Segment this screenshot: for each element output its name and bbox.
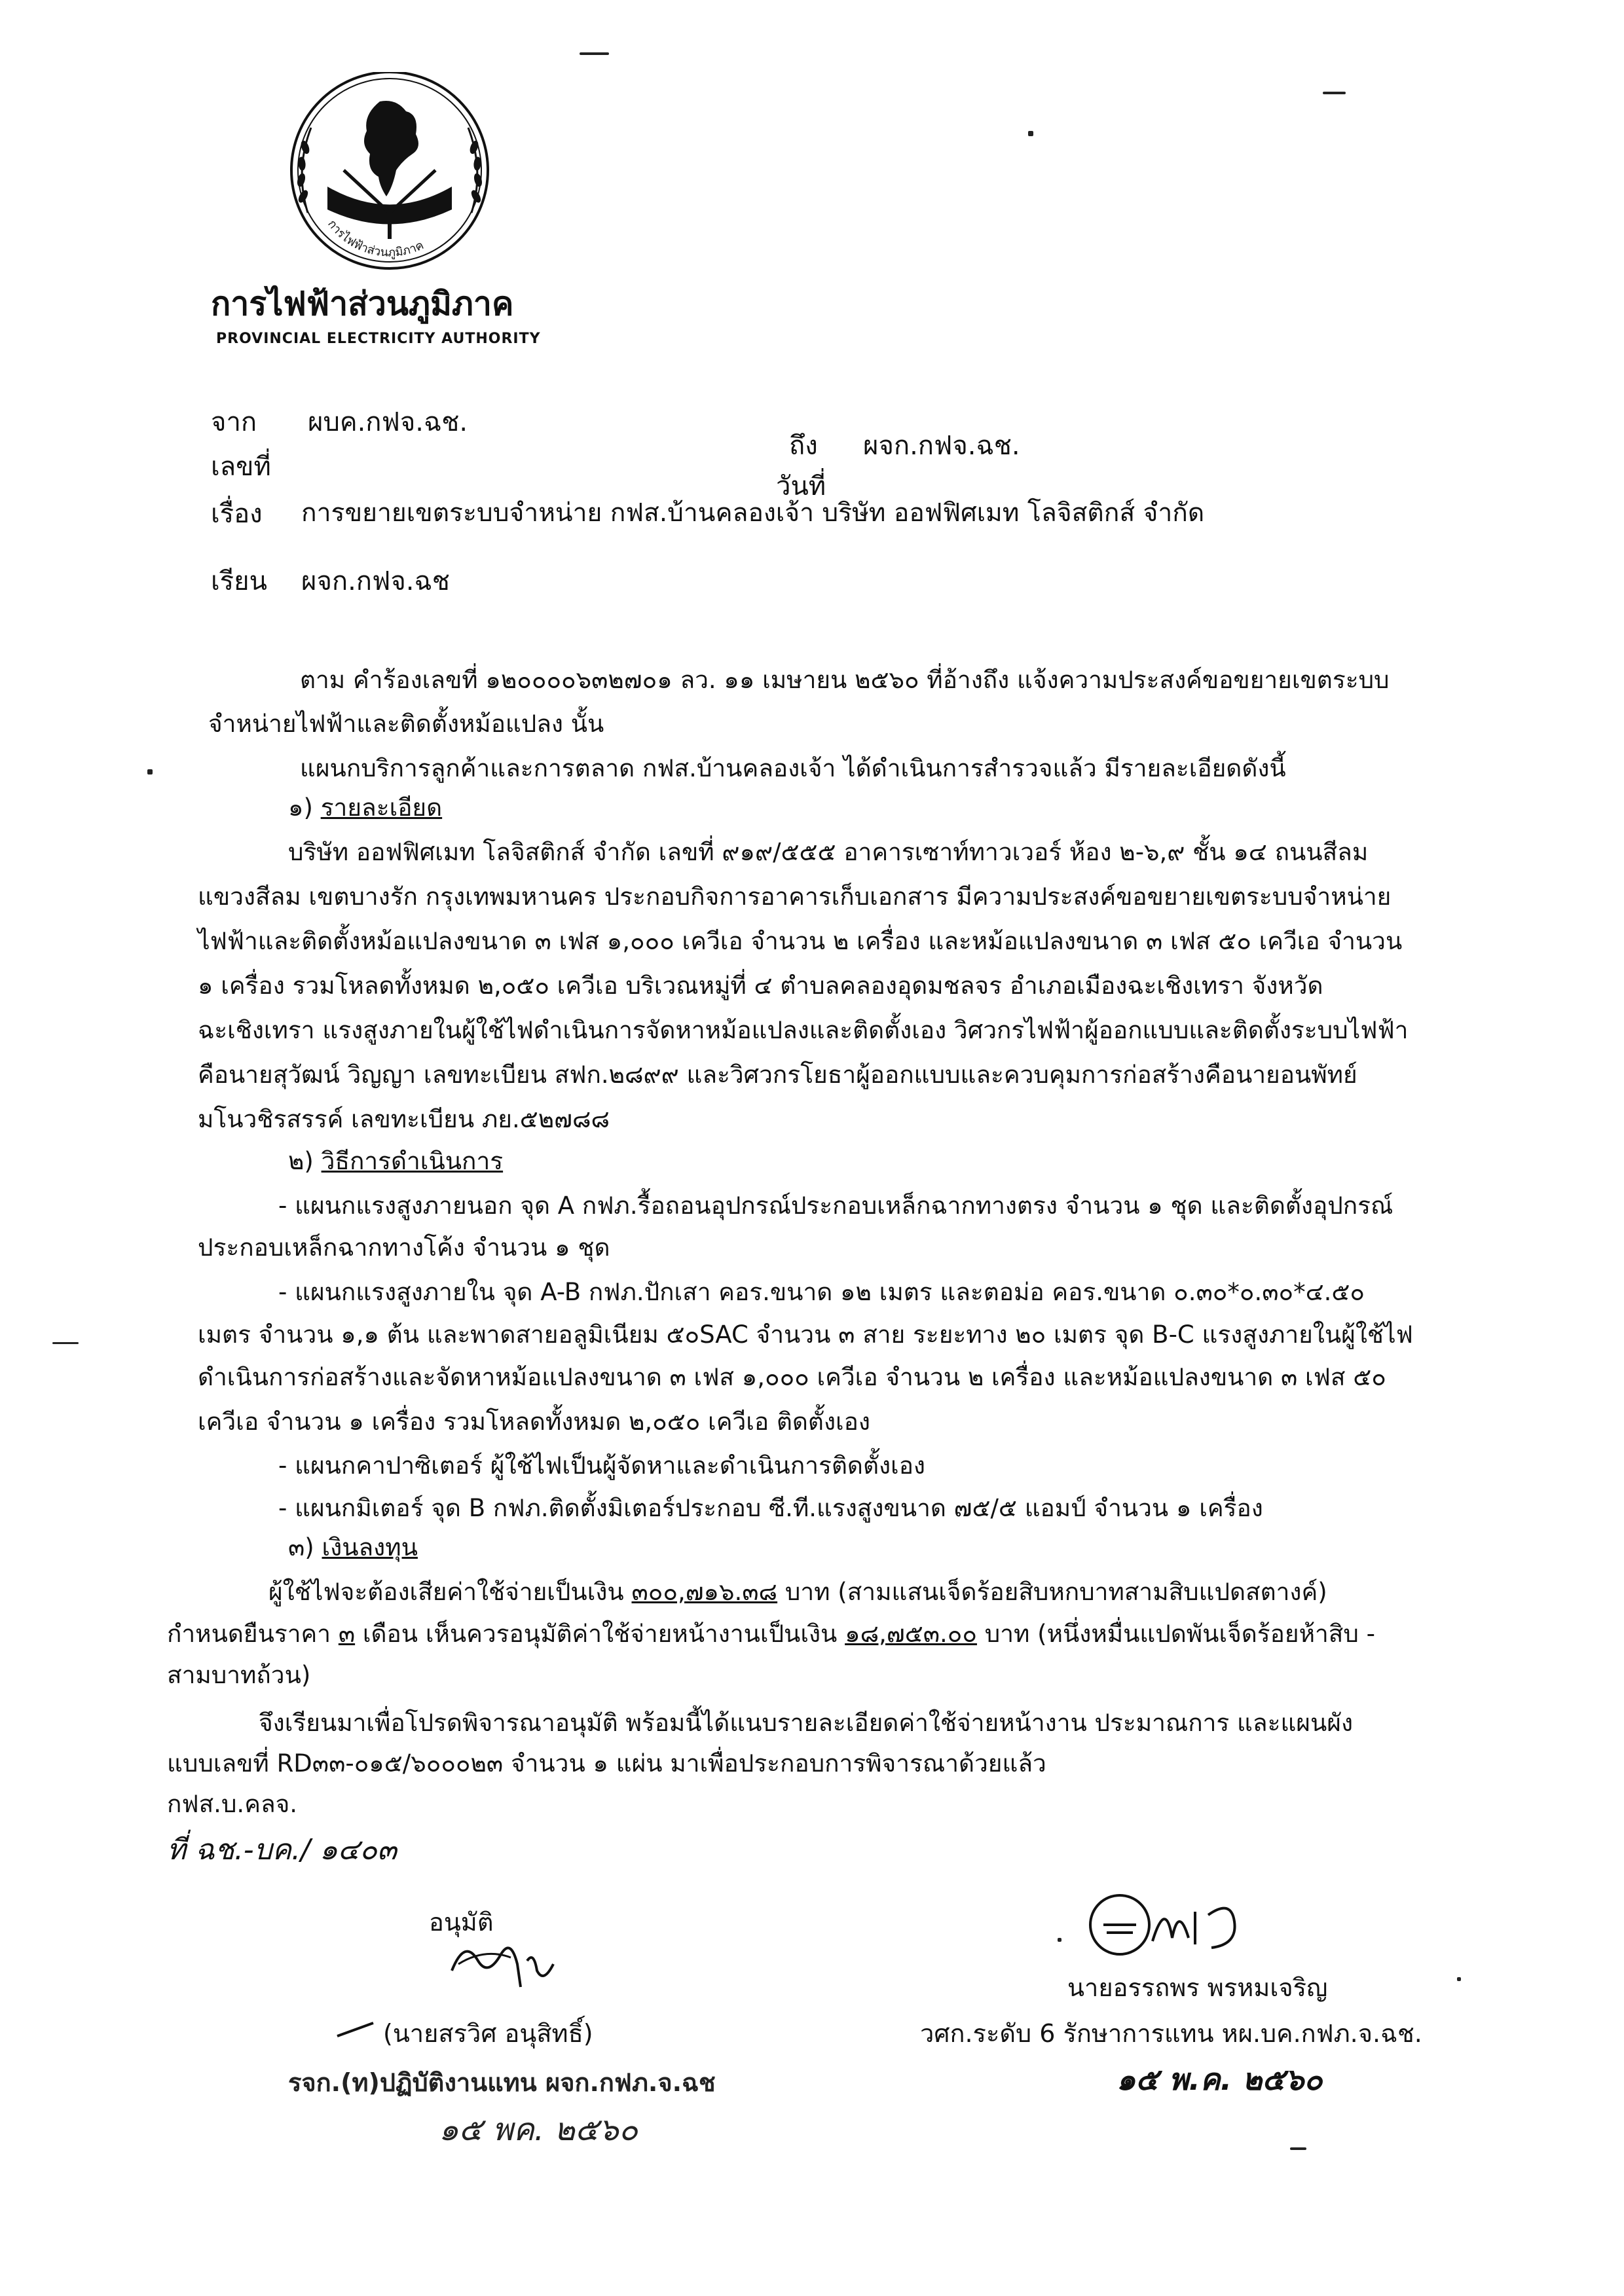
scan-speck [147,769,153,774]
seal-text: การไฟฟ้าส่วนภูมิภาค [325,217,426,260]
date-label: วันที่ [776,471,826,501]
investment-line-1 [268,1570,1327,1614]
section-2-number: ๒) [288,1147,314,1175]
price-validity-months: ๓ [338,1620,356,1648]
scan-speck [1058,1938,1061,1942]
approver-name: (นายสรวิศ อนุสิทธิ์) [383,2019,593,2048]
intro-line-1: ตาม คำร้องเลขที่ ๑๒๐๐๐๐๖๓๒๗๐๑ ลว. ๑๑ เมษายน ๒๕๖๐ ที่อ้างถึง แจ้งความประสงค์ขอขยายเขตระบบ [300,666,1390,694]
section-1-heading [288,786,442,829]
section-2-line: - แผนกมิเตอร์ จุด B กฟภ.ติดตั้งมิเตอร์ประกอบ ซี.ที.แรงสูงขนาด ๗๕/๕ แอมป์ จำนวน ๑ เครื่อง [278,1494,1263,1522]
pea-seal-logo [282,72,498,282]
intro-line-3: แผนกบริการลูกค้าและการตลาด กฟส.บ้านคลองเจ้า ได้ดำเนินการสำรวจแล้ว มีรายละเอียดดังนี้ [300,754,1286,782]
closing-line-2: แบบเลขที่ RD๓๓-๐๑๕/๖๐๐๐๒๓ จำนวน ๑ แผ่น มาเพื่อประกอบการพิจารณาด้วยแล้ว [167,1749,1046,1777]
section-2-line: เมตร จำนวน ๑,๑ ต้น และพาดสายอลูมิเนียม ๕๐SAC จำนวน ๓ สาย ระยะทาง ๒๐ เมตร จุด B-C แรงสูงภายในผู้ใช้ไฟ [198,1321,1413,1349]
section-2-line: ประกอบเหล็กฉากทางโค้ง จำนวน ๑ ชุด [198,1233,610,1262]
org-name-thai: การไฟฟ้าส่วนภูมิภาค [211,285,514,323]
attention-label: เรียน [211,566,267,596]
section-2-line: ดำเนินการก่อสร้างและจัดหาหม้อแปลงขนาด ๓ เฟส ๑,๐๐๐ เควีเอ จำนวน ๒ เครื่อง และหม้อแปลงขนาด ๓ เฟส ๕๐ [198,1363,1386,1391]
investment-text: บาท (หนึ่งหมื่นแปดพันเจ็ดร้อยห้าสิบ - [976,1620,1375,1648]
section-2-line: เควีเอ จำนวน ๑ เครื่อง รวมโหลดทั้งหมด ๒,๐๕๐ เควีเอ ติดตั้งเอง [198,1408,870,1436]
section-1-line: แขวงสีลม เขตบางรัก กรุงเทพมหานคร ประกอบกิจการอาคารเก็บเอกสาร มีความประสงค์ขอขยายเขตระบบจำหน่าย [198,883,1392,911]
section-3-heading [288,1525,418,1569]
scan-speck [52,1342,79,1344]
subject-value: การขยายเขตระบบจำหน่าย กฟส.บ้านคลองเจ้า บริษัท ออฟฟิศเมท โลจิสติกส์ จำกัด [301,498,1205,528]
investment-text: ผู้ใช้ไฟจะต้องเสียค่าใช้จ่ายเป็นเงิน [268,1578,632,1606]
section-1-line: บริษัท ออฟฟิศเมท โลจิสติกส์ จำกัด เลขที่ ๙๑๙/๕๕๕ อาคารเซาท์ทาวเวอร์ ห้อง ๒-๖,๙ ชั้น ๑๔ ถนนสีลม [288,838,1369,866]
section-2-title: วิธีการดำเนินการ [321,1147,504,1175]
investment-amount: ๓๐๐,๗๑๖.๓๘ [631,1578,778,1606]
from-value: ผบค.กฟจ.ฉช. [308,407,468,437]
signer-signature-icon [1080,1886,1277,1964]
investment-text: กำหนดยืนราคา [167,1620,339,1648]
closing-line-3: กฟส.บ.คลจ. [167,1790,298,1818]
approver-signature-icon [439,1925,570,1997]
section-2-line: - แผนกแรงสูงภายใน จุด A-B กฟภ.ปักเสา คอร.ขนาด ๑๒ เมตร และตอม่อ คอร.ขนาด ๐.๓๐*๐.๓๐*๔.๕๐ [278,1278,1365,1306]
scan-speck [1457,1977,1461,1981]
signer-name: นายอรรถพร พรหมเจริญ [1067,1973,1328,2002]
signer-date: ๑๕ พ.ค. ๒๕๖๐ [1116,2062,1323,2097]
approve-label: อนุมัติ [429,1908,494,1937]
dash-mark-icon [334,2020,380,2039]
section-3-number: ๓) [288,1533,314,1561]
reference-number: ที่ ฉช.-บค./ ๑๔๐๓ [167,1833,397,1867]
intro-line-2: จำหน่ายไฟฟ้าและติดตั้งหม้อแปลง นั้น [208,710,604,738]
seal-icon [282,72,498,282]
section-2-line: - แผนกแรงสูงภายนอก จุด A กฟภ.รื้อถอนอุปกรณ์ประกอบเหล็กฉากทางตรง จำนวน ๑ ชุด และติดตั้งอุปกรณ์ [278,1192,1393,1220]
from-label: จาก [211,407,257,437]
section-1-number: ๑) [288,793,313,822]
scan-speck [1323,92,1346,94]
closing-line-1: จึงเรียนมาเพื่อโปรดพิจารณาอนุมัติ พร้อมนี้ได้แนบรายละเอียดค่าใช้จ่ายหน้างาน ประมาณการ และแผนผัง [259,1709,1354,1737]
section-2-heading [288,1139,503,1183]
section-2-line: - แผนกคาปาซิเตอร์ ผู้ใช้ไฟเป็นผู้จัดหาและดำเนินการติดตั้งเอง [278,1451,925,1480]
to-label: ถึง [789,431,818,461]
investment-line-3: สามบาทถ้วน) [167,1661,311,1689]
number-label: เลขที่ [211,452,271,482]
section-1-line: ๑ เครื่อง รวมโหลดทั้งหมด ๒,๐๕๐ เควีเอ บริเวณหมู่ที่ ๔ ตำบลคลองอุดมชลจร อำเภอเมืองฉะเชิงเทรา จังหวัด [198,972,1323,1000]
section-1-line: ฉะเชิงเทรา แรงสูงภายในผู้ใช้ไฟดำเนินการจัดหาหม้อแปลงและติดตั้งเอง วิศวกรไฟฟ้าผู้ออกแบบและติดตั้งระบบไฟฟ้า [198,1016,1409,1044]
to-value: ผจก.กฟจ.ฉช. [863,431,1020,461]
signer-title: วศก.ระดับ 6 รักษาการแทน หผ.บค.กฟภ.จ.ฉช. [920,2019,1422,2048]
investment-text: เดือน เห็นควรอนุมัติค่าใช้จ่ายหน้างานเป็นเงิน [355,1620,845,1648]
section-1-line: คือนายสุวัฒน์ วิญญา เลขทะเบียน สฟก.๒๘๙๙ และวิศวกรโยธาผู้ออกแบบและควบคุมการก่อสร้างคือนายอนพัทย์ [198,1061,1357,1089]
investment-line-2 [167,1612,1375,1656]
scan-speck [580,52,609,55]
org-name-english: PROVINCIAL ELECTRICITY AUTHORITY [216,331,541,347]
section-3-title: เงินลงทุน [322,1533,418,1561]
attention-value: ผจก.กฟจ.ฉช [301,566,450,596]
investment-text: บาท (สามแสนเจ็ดร้อยสิบหกบาทสามสิบแปดสตางค์) [777,1578,1327,1606]
scan-speck [1028,131,1033,136]
section-1-line: ไฟฟ้าและติดตั้งหม้อแปลงขนาด ๓ เฟส ๑,๐๐๐ เควีเอ จำนวน ๒ เครื่อง และหม้อแปลงขนาด ๓ เฟส ๕๐ เควีเอ จำนวน [198,927,1403,955]
approver-title: รจก.(ท)ปฏิบัติงานแทน ผจก.กฟภ.จ.ฉช [288,2068,716,2097]
site-cost-amount: ๑๘,๗๕๓.๐๐ [845,1620,977,1648]
scan-speck [1290,2147,1306,2150]
section-1-line: มโนวชิรสรรค์ เลขทะเบียน ภย.๕๒๗๘๘ [198,1105,610,1133]
approver-date: ๑๕ พค. ๒๕๖๐ [439,2111,638,2148]
section-1-title: รายละเอียด [320,793,443,822]
subject-label: เรื่อง [211,499,263,529]
